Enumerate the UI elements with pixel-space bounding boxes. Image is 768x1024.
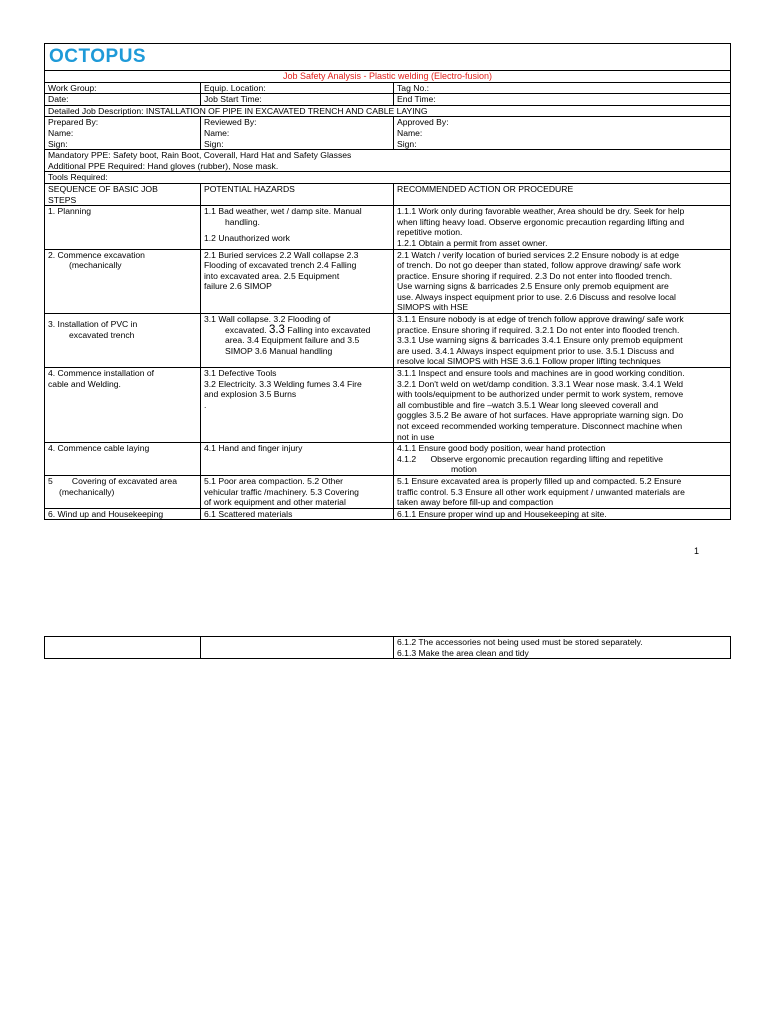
job-safety-analysis-table [44, 43, 731, 520]
table-row [45, 206, 731, 249]
action-line: SIMOPS with HSE [397, 302, 469, 313]
step-cell [45, 314, 201, 368]
hazard-line: 3.2 Electricity. 3.3 Welding fumes 3.4 Fire [204, 378, 362, 389]
approved-name-label: Name: [397, 127, 423, 138]
info-row-1 [45, 82, 731, 94]
table-row [45, 314, 731, 368]
date-field: Date: [45, 94, 201, 106]
work-group-field: Work Group: [45, 82, 201, 94]
tag-no-field: Tag No.: [394, 82, 731, 94]
step-cell [45, 206, 201, 249]
hazard-line [204, 325, 390, 336]
ppe-row [45, 150, 731, 172]
hazard-cell [201, 508, 394, 520]
action-line: 6.1.3 Make the area clean and tidy [397, 647, 529, 658]
continuation-table [44, 636, 731, 659]
hazard-line: Flooding of excavated trench 2.4 Falling [204, 260, 357, 271]
description-row [45, 105, 731, 117]
action-line: repetitive motion. [397, 227, 463, 238]
action-line: 1.1.1 Work only during favorable weather, Area should be dry. Seek for help [397, 206, 685, 217]
action-cell [394, 443, 731, 476]
action-cell [394, 206, 731, 249]
action-line: 6.1.1 Ensure proper wind up and Housekeeping at site. [397, 508, 607, 519]
steps-header-line: SEQUENCE OF BASIC JOB [48, 183, 158, 194]
prepared-name-label: Name: [48, 127, 74, 138]
step-text: 4. Commence installation of [48, 368, 155, 379]
action-line: all combustible and fire –watch 3.5.1 Wear long sleeved coverall and [397, 399, 659, 410]
hazard-cell [201, 206, 394, 249]
hazard-line: into excavated area. 2.5 Equipment [204, 270, 340, 281]
hazard-fragment: excavated. [225, 324, 269, 335]
reviewed-by-cell [201, 117, 394, 150]
step-text: 6. Wind up and Housekeeping [48, 508, 164, 519]
action-line: practice. Ensure shoring if required. 3.2.1 Do not enter into flooded trench. [397, 324, 680, 335]
hazards-column-header: POTENTIAL HAZARDS [201, 183, 394, 205]
action-line: traffic control. 5.3 Ensure all other work equipment / unwanted materials are [397, 486, 685, 497]
tools-row [45, 172, 731, 184]
hazard-line: 3.1 Defective Tools [204, 368, 277, 379]
hazard-line: 3.1 Wall collapse. 3.2 Flooding of [204, 314, 331, 325]
action-line: with tools/equipment to be authorized under permit to work system, remove [397, 389, 684, 400]
column-header-row [45, 183, 731, 205]
prepared-by-label: Prepared By: [48, 117, 99, 128]
reviewed-sign-label: Sign: [204, 138, 224, 149]
action-line: 6.1.2 The accessories not being used must be stored separately. [397, 637, 643, 647]
action-line: are used. 3.4.1 Always inspect equipment prior to use. 3.5.1 Discuss and [397, 345, 675, 356]
step-cell-empty [45, 637, 201, 659]
action-cell [394, 368, 731, 443]
action-line: use. Always inspect equipment prior to use. 2.6 Discuss and resolve local [397, 291, 676, 302]
action-line: motion [451, 464, 477, 475]
hazard-cell [201, 443, 394, 476]
action-cell [394, 508, 731, 520]
end-time-field: End Time: [394, 94, 731, 106]
hazard-cell [201, 368, 394, 443]
action-cell [394, 314, 731, 368]
step-text: 2. Commence excavation [48, 249, 145, 260]
reviewed-name-label: Name: [204, 127, 230, 138]
step-cell [45, 508, 201, 520]
hazard-line: 1.1 Bad weather, wet / damp site. Manual [204, 206, 362, 217]
approved-by-label: Approved By: [397, 117, 449, 128]
action-line: goggles 3.5.2 Be aware of hot surfaces. Have appropriate warning sign. Do [397, 410, 684, 421]
logo-row [45, 44, 731, 71]
hazard-line: vehicular traffic /machinery. 5.3 Covering [204, 486, 359, 497]
step-cell [45, 368, 201, 443]
action-line: 2.1 Watch / verify location of buried services 2.2 Ensure nobody is at edge [397, 249, 679, 260]
tools-required: Tools Required: [45, 172, 731, 184]
hazard-line: 6.1 Scattered materials [204, 508, 293, 519]
action-line: 3.3.1 Use warning signs & barricades 3.4.1 Ensure only premob equipment [397, 335, 683, 346]
step-text: (mechanically [69, 260, 122, 271]
step-cell [45, 475, 201, 508]
action-line: 5.1 Ensure excavated area is properly filled up and compacted. 5.2 Ensure [397, 475, 682, 486]
page-number: 1 [694, 546, 700, 556]
hazard-line: 4.1 Hand and finger injury [204, 443, 303, 454]
title-row [45, 71, 731, 83]
table-row [45, 637, 731, 659]
hazard-number-large: 3.3 [268, 323, 285, 336]
reviewed-by-label: Reviewed By: [204, 117, 257, 128]
hazard-line: 5.1 Poor area compaction. 5.2 Other [204, 475, 344, 486]
step-cell [45, 443, 201, 476]
action-cell [394, 475, 731, 508]
action-cell [394, 249, 731, 314]
job-start-field: Job Start Time: [201, 94, 394, 106]
action-line: 4.1.1 Ensure good body position, wear hand protection [397, 443, 606, 454]
hazard-line: of work equipment and other material [204, 497, 346, 508]
action-line: when lifting heavy load. Observe ergonomic precaution regarding lifting and [397, 216, 685, 227]
action-line: Use warning signs & barricades 2.5 Ensure only premob equipment are [397, 281, 669, 292]
prepared-by-cell [45, 117, 201, 150]
additional-ppe: Additional PPE Required: Hand gloves (rubber), Nose mask. [48, 160, 279, 171]
steps-header-line: STEPS [48, 194, 77, 205]
step-text: (mechanically) [59, 486, 115, 497]
action-cell [394, 637, 731, 659]
step-text: 1. Planning [48, 206, 92, 217]
hazard-line: SIMOP 3.6 Manual handling [225, 345, 333, 356]
steps-column-header [45, 183, 201, 205]
action-line: 1.2.1 Obtain a permit from asset owner. [397, 237, 548, 248]
mandatory-ppe: Mandatory PPE: Safety boot, Rain Boot, Coverall, Hard Hat and Safety Glasses [48, 150, 352, 161]
actions-column-header: RECOMMENDED ACTION OR PROCEDURE [394, 183, 731, 205]
table-row [45, 508, 731, 520]
action-line: of trench. Do not go deeper than stated, follow approve drawing/ safe work [397, 260, 681, 271]
action-line: practice. Ensure shoring if required. 2.3 Do not enter into flooded trench. [397, 270, 673, 281]
hazard-cell [201, 314, 394, 368]
hazard-cell-empty [201, 637, 394, 659]
hazard-line: failure 2.6 SIMOP [204, 281, 272, 292]
document-title: Job Safety Analysis - Plastic welding (Electro-fusion) [45, 71, 731, 83]
info-row-2 [45, 94, 731, 106]
table-row [45, 249, 731, 314]
action-line: not in use [397, 431, 435, 442]
step-text: 5 Covering of excavated area [48, 475, 177, 486]
action-line: 3.1.1 Ensure nobody is at edge of trench follow approve drawing/ safe work [397, 314, 684, 325]
hazard-line: area. 3.4 Equipment failure and 3.5 [225, 335, 360, 346]
action-line: 4.1.2 Observe ergonomic precaution regarding lifting and repetitive [397, 453, 664, 464]
action-line: not exceed recommended working temperature. Disconnect machine when [397, 421, 683, 431]
hazard-line: 1.2 Unauthorized work [204, 233, 290, 244]
action-line: resolve local SIMOPS with HSE 3.6.1 Follow proper lifting techniques [397, 356, 661, 367]
table-row [45, 443, 731, 476]
hazard-cell [201, 249, 394, 314]
table-row [45, 475, 731, 508]
signoff-row [45, 117, 731, 150]
prepared-sign-label: Sign: [48, 138, 68, 149]
action-line: 3.2.1 Don't weld on wet/damp condition. 3.3.1 Wear nose mask. 3.4.1 Weld [397, 378, 684, 389]
step-text: 3. Installation of PVC in [48, 319, 138, 330]
step-text: excavated trench [69, 329, 135, 340]
table-row [45, 368, 731, 443]
ppe-cell [45, 150, 731, 172]
hazard-line: handling. [225, 216, 260, 227]
approved-sign-label: Sign: [397, 138, 417, 149]
hazard-line: . [204, 399, 207, 410]
job-description: Detailed Job Description: INSTALLATION OF PIPE IN EXCAVATED TRENCH AND CABLE LAYING [45, 105, 731, 117]
action-line: 3.1.1 Inspect and ensure tools and machines are in good working condition. [397, 368, 685, 379]
action-line: taken away before fill-up and compaction [397, 497, 554, 508]
hazard-line: 2.1 Buried services 2.2 Wall collapse 2.3 [204, 249, 359, 260]
hazard-line: and explosion 3.5 Burns [204, 389, 297, 400]
step-cell [45, 249, 201, 314]
equip-location-field: Equip. Location: [201, 82, 394, 94]
step-text: cable and Welding. [48, 378, 121, 389]
step-text: 4. Commence cable laying [48, 443, 150, 454]
company-logo: OCTOPUS [45, 44, 731, 71]
hazard-fragment: Falling into excavated [284, 324, 371, 335]
hazard-cell [201, 475, 394, 508]
approved-by-cell [394, 117, 731, 150]
